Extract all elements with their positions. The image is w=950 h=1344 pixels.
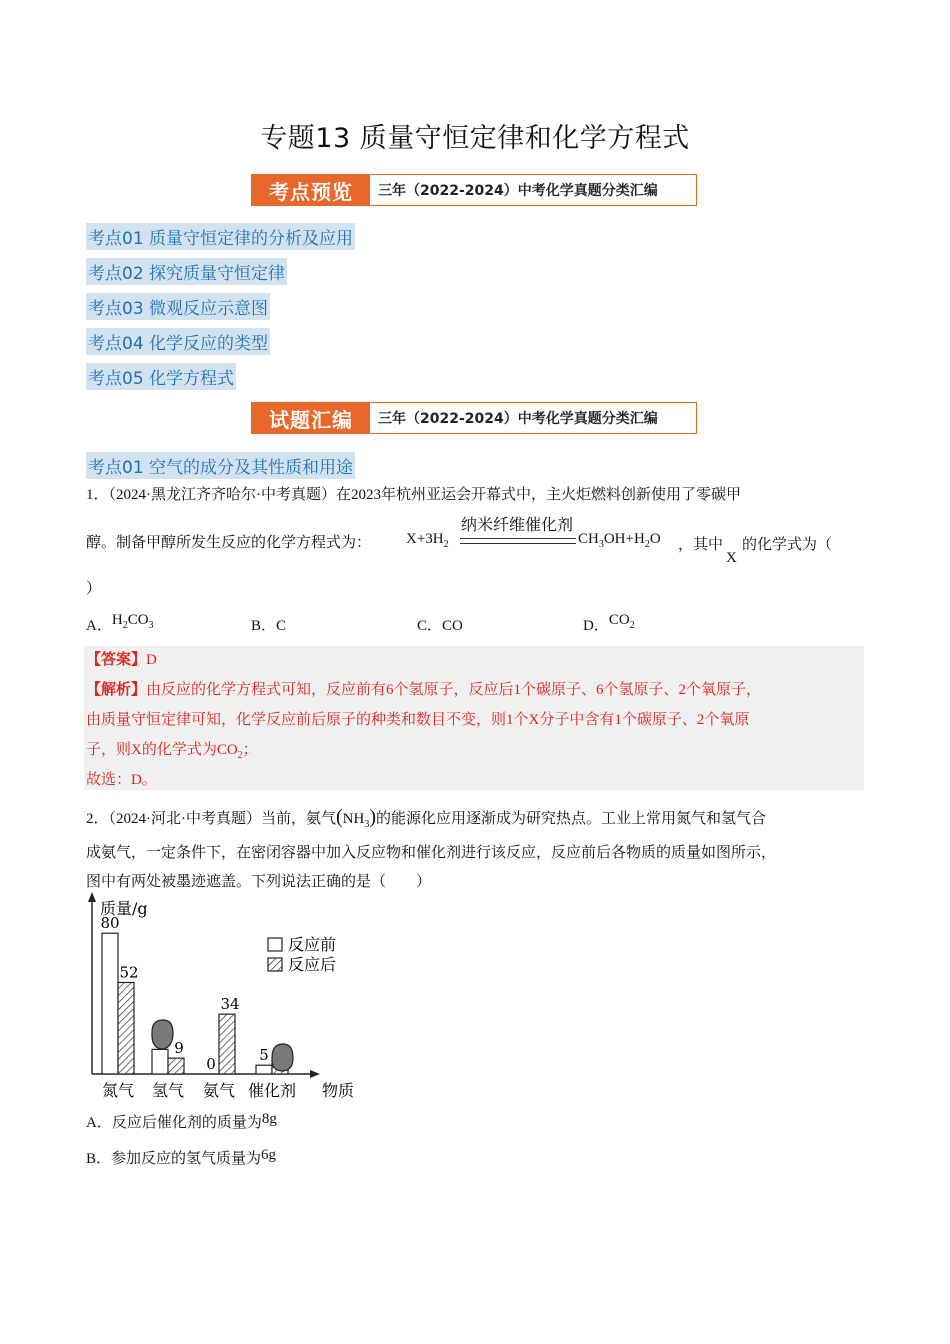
x-tick-label: 氢气 <box>151 1081 185 1100</box>
x-tick-label: 催化剂 <box>247 1081 297 1100</box>
bar-after <box>118 982 134 1074</box>
data-label-before: 0 <box>206 1055 216 1073</box>
q1-answer: 【答案】D <box>86 652 157 668</box>
q1-line3: ） <box>86 581 102 597</box>
data-label-before: 5 <box>259 1046 269 1065</box>
toc-item-03[interactable]: 考点03 微观反应示意图 <box>86 293 270 320</box>
ink-blot-catalyst <box>272 1044 293 1071</box>
banner-exercises <box>251 402 697 434</box>
q1-equation-equals <box>460 538 576 544</box>
banner-tag: 考点预览 <box>252 175 370 205</box>
q1-analysis-4: 故选：D。 <box>86 772 157 788</box>
q1-line2: 醇。制备甲醇所发生反应的化学方程式为： <box>86 535 372 551</box>
legend-swatch-after <box>268 958 282 971</box>
q1-equation-left: $X+3H_2$ <box>406 531 449 550</box>
ink-blot-hydrogen <box>152 1020 173 1049</box>
q1-analysis-3: 子，则X的化学式为$CO_2$； <box>86 742 258 761</box>
bar-after <box>219 1014 235 1074</box>
y-axis-arrow <box>88 892 96 902</box>
q2-option-b[interactable]: B．参加反应的氢气质量为6g <box>86 1147 277 1167</box>
q1-analysis-1: 【解析】由反应的化学方程式可知，反应前有6个氢原子，反应后1个碳原子、6个氢原子、2个氧原子， <box>86 682 762 698</box>
toc-item-01[interactable]: 考点01 质量守恒定律的分析及应用 <box>86 223 355 250</box>
x-tick-label: 氮气 <box>101 1081 135 1100</box>
q1-x-symbol: X <box>726 550 737 566</box>
bar-after <box>168 1058 184 1074</box>
data-label-after: 9 <box>174 1039 184 1058</box>
toc-item-04[interactable]: 考点04 化学反应的类型 <box>86 328 270 355</box>
q1-option-a[interactable]: A．$H_2CO_3$ <box>86 612 154 634</box>
data-label-before: 80 <box>100 914 120 933</box>
x-axis-label: 物质 <box>322 1081 355 1100</box>
q2-option-a[interactable]: A．反应后催化剂的质量为8g <box>86 1111 277 1131</box>
banner-text: 三年（2022-2024）中考化学真题分类汇编 <box>378 411 658 427</box>
bar-before <box>256 1065 272 1074</box>
y-axis-label: 质量/g <box>100 899 148 918</box>
q1-line2-c: 的化学式为（ <box>742 537 833 553</box>
data-label-after: 34 <box>220 995 240 1014</box>
q1-analysis-2: 由质量守恒定律可知，化学反应前后原子的种类和数目不变，则1个X分子中含有1个碳原子、2个氧原 <box>86 712 750 728</box>
bar-before <box>152 1049 168 1074</box>
q1-option-b[interactable]: B．C <box>251 618 287 634</box>
q2-line1: 2．（2024·河北·中考真题）当前，氨气$(NH_3)$的能源化应用逐渐成为研究热点。工业上常用氮气和氢气合 <box>86 806 767 830</box>
q1-line1: 1．（2024·黑龙江齐齐哈尔·中考真题）在2023年杭州亚运会开幕式中，主火炬燃料创新使用了零碳甲 <box>86 487 741 503</box>
page-title: 专题13 质量守恒定律和化学方程式 <box>260 123 690 154</box>
q1-equation-condition: 纳米纤维催化剂 <box>460 515 573 534</box>
toc-item-02[interactable]: 考点02 探究质量守恒定律 <box>86 258 287 285</box>
legend-swatch-before <box>268 938 282 951</box>
bar-before <box>102 933 118 1074</box>
legend-label-before: 反应前 <box>288 935 337 954</box>
q1-option-d[interactable]: D．$CO_2$ <box>583 612 635 634</box>
data-label-after: 52 <box>119 963 139 982</box>
toc-item-05[interactable]: 考点05 化学方程式 <box>86 363 236 390</box>
banner-text: 三年（2022-2024）中考化学真题分类汇编 <box>378 183 658 199</box>
x-axis-arrow <box>310 1070 320 1078</box>
section-heading: 考点01 空气的成分及其性质和用途 <box>86 452 355 479</box>
banner-preview <box>251 174 697 206</box>
mass-bar-chart <box>80 892 380 1106</box>
x-tick-label: 氨气 <box>202 1081 236 1100</box>
banner-tag: 试题汇编 <box>252 403 370 433</box>
legend-label-after: 反应后 <box>288 955 337 974</box>
q1-line2-b: ，其中 <box>678 537 724 553</box>
q1-option-c[interactable]: C．CO <box>417 618 463 634</box>
q2-line3: 图中有两处被墨迹遮盖。下列说法正确的是（ ） <box>86 874 432 890</box>
q1-equation-right: $CH_3OH+H_2O$ <box>578 531 661 550</box>
q2-line2: 成氨气，一定条件下，在密闭容器中加入反应物和催化剂进行该反应，反应前后各物质的质量如图所示， <box>86 845 777 861</box>
